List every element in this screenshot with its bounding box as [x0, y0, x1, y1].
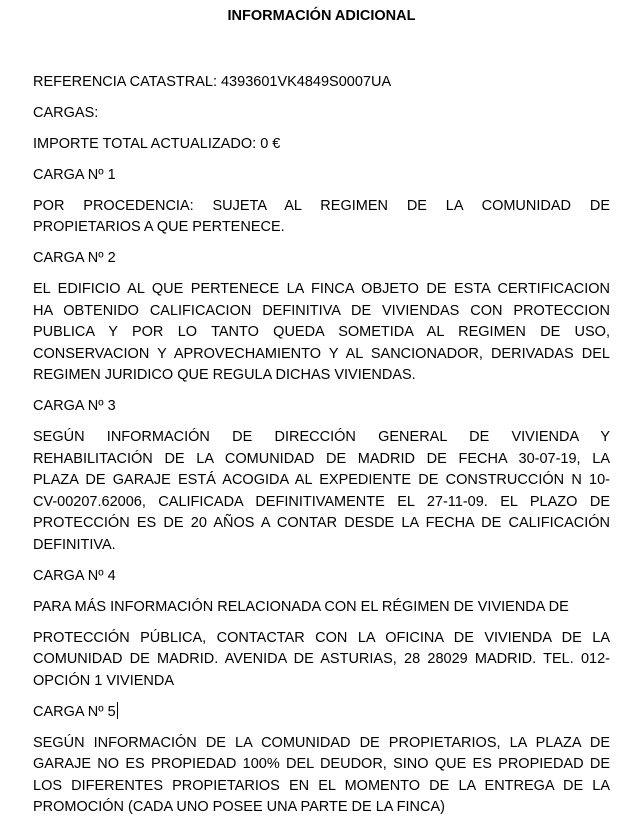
- carga-5-paragraph: [33, 733, 610, 819]
- text-line: OPCIÓN 1 VIVIENDA: [33, 672, 175, 689]
- text-line: PUBLICA Y POR LO TANTO QUEDA SOMETIDA AL REGIMEN DE USO,: [33, 324, 610, 340]
- text-line: CARGAS:: [33, 104, 99, 121]
- referencia-catastral-line: [33, 72, 610, 94]
- carga-1-paragraph: [33, 196, 610, 239]
- document-text-area[interactable]: [33, 72, 610, 819]
- carga-1-heading: [33, 165, 610, 187]
- cargas-heading: [33, 103, 610, 125]
- document-title: INFORMACIÓN ADICIONAL: [227, 8, 416, 24]
- carga-3-heading: [33, 396, 610, 418]
- text-cursor: [117, 702, 118, 719]
- carga-2-paragraph: [33, 279, 610, 387]
- text-line: POR PROCEDENCIA: SUJETA AL REGIMEN DE LA COMUNIDAD DE: [33, 197, 610, 214]
- carga-5-heading: [33, 702, 610, 724]
- carga-4-heading: [33, 566, 610, 588]
- text-line: SEGÚN INFORMACIÓN DE LA COMUNIDAD DE PROPIETARIOS, LA PLAZA DE: [33, 734, 610, 751]
- text-line: EL EDIFICIO AL QUE PERTENECE LA FINCA OBJETO DE ESTA CERTIFICACION: [33, 281, 610, 297]
- text-line: REHABILITACIÓN DE LA COMUNIDAD DE MADRID DE FECHA 30-07-19, LA: [33, 450, 610, 467]
- text-line: CARGA Nº 5: [33, 703, 116, 720]
- text-line: PLAZA DE GARAJE ESTÁ ACOGIDA AL EXPEDIENTE DE CONSTRUCCIÓN N 10-: [33, 472, 610, 488]
- text-line: HA OBTENIDO CALIFICACION DEFINITIVA DE VIVIENDAS CON PROTECCION: [33, 302, 610, 319]
- text-line: CARGA Nº 4: [33, 567, 116, 584]
- text-line: CARGA Nº 1: [33, 166, 116, 183]
- text-line: CONSERVACION Y APROVECHAMIENTO Y AL SANCIONADOR, DERIVADAS DEL: [33, 345, 610, 362]
- carga-4-paragraph: [33, 628, 610, 693]
- text-line: LOS DIFERENTES PROPIETARIOS EN EL MOMENTO DE LA ENTREGA DE LA: [33, 777, 610, 794]
- text-line: PROTECCIÓN ES DE 20 AÑOS A CONTAR DESDE LA FECHA DE CALIFICACIÓN: [33, 515, 610, 531]
- carga-2-heading: [33, 248, 610, 270]
- text-line: SEGÚN INFORMACIÓN DE DIRECCIÓN GENERAL DE VIVIENDA Y: [33, 429, 610, 445]
- text-line: IMPORTE TOTAL ACTUALIZADO: 0 €: [33, 135, 281, 152]
- text-line: CARGA Nº 3: [33, 398, 116, 414]
- text-line: PROPIETARIOS A QUE PERTENECE.: [33, 219, 285, 235]
- text-line: REGIMEN JURIDICO QUE REGULA DICHAS VIVIENDAS.: [33, 367, 416, 383]
- importe-total-line: [33, 134, 610, 156]
- text-line: PROMOCIÓN (CADA UNO POSEE UNA PARTE DE LA FINCA): [33, 799, 445, 815]
- carga-3-paragraph: [33, 427, 610, 556]
- text-line: DEFINITIVA.: [33, 536, 116, 553]
- carga-4-intro-line: [33, 597, 610, 619]
- text-line: CARGA Nº 2: [33, 250, 116, 266]
- text-line: COMUNIDAD DE MADRID. AVENIDA DE ASTURIAS, 28 28029 MADRID. TEL. 012-: [33, 651, 610, 667]
- text-line: GARAJE NO ES PROPIEDAD 100% DEL DEUDOR, SINO QUE ES PROPIEDAD DE: [33, 756, 610, 772]
- text-line: PARA MÁS INFORMACIÓN RELACIONADA CON EL RÉGIMEN DE VIVIENDA DE: [33, 598, 569, 615]
- text-line: CV-00207.62006, CALIFICADA DEFINITIVAMENTE EL 27-11-09. EL PLAZO DE: [33, 493, 610, 510]
- text-line: REFERENCIA CATASTRAL: 4393601VK4849S0007UA: [33, 73, 392, 90]
- text-line: PROTECCIÓN PÚBLICA, CONTACTAR CON LA OFICINA DE VIVIENDA DE LA: [33, 629, 610, 646]
